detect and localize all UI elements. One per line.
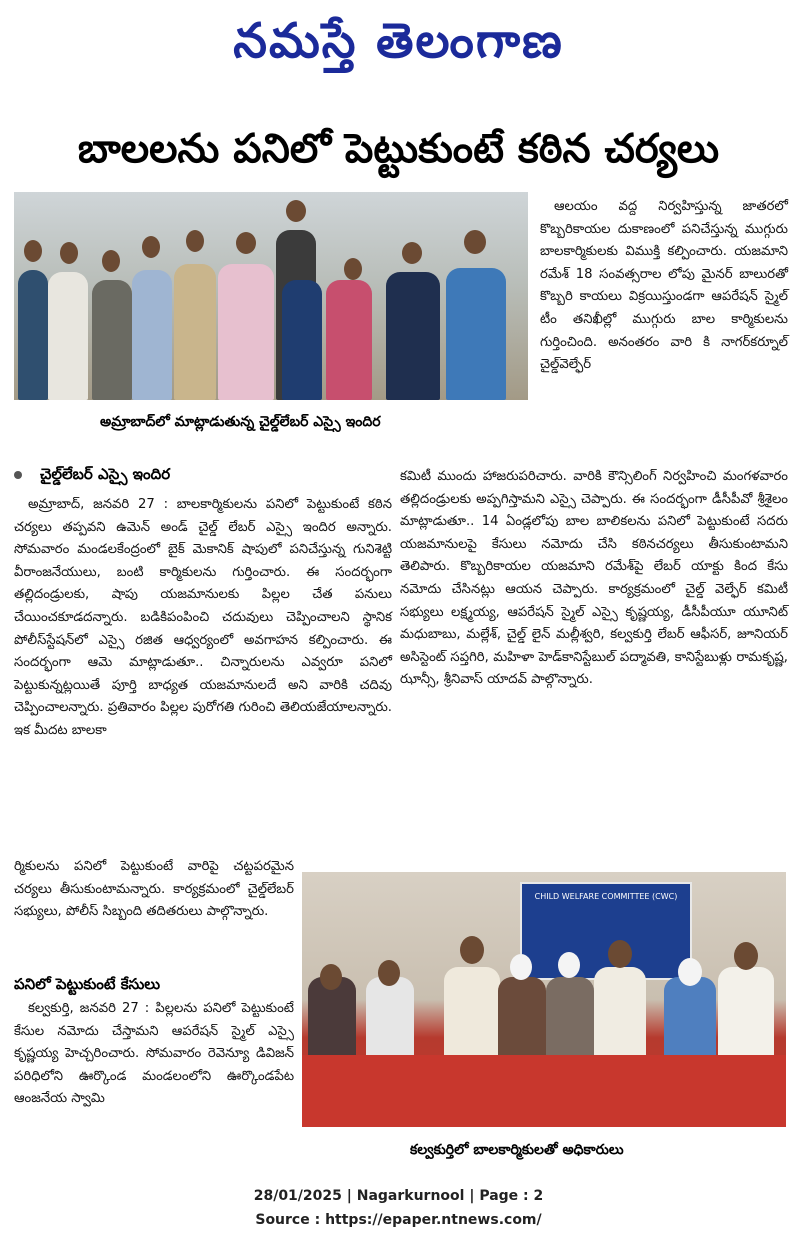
- subhead-cases: పనిలో పెట్టుకుంటే కేసులు: [14, 975, 161, 993]
- red-table: [302, 1055, 786, 1127]
- col-left-text: అమ్రాబాద్, జనవరి 27 : బాలకార్మికులను పనిలో పెట్టుకుంటే కఠిన చర్యలు తప్పవని ఉమెన్ అండ్ చైల్డ్ లేబర్ ఎస్సై ఇందిర అన్నారు. సోమవారం మండలకేంద్రంలో బైక్ మెకానిక్ షాపులో పనిచేస్తున్న గునిశెట్టి వీరాంజనేయులు, బంటి కార్మికులను గుర్తించారు. ఈ సందర్భంగా తల్లిదండ్రులకు, షాపు యజమానులకు పిల్లల చేత పనులు చేయించకూడదన్నారు. బడికిపంపించి చదువులు చెప్పించాలని స్థానిక పోలీస్‌స్టేషన్‌లో ఎస్సై రజిత ఆధ్వర్యంలో అవగాహన కల్పించారు. ఈ సందర్భంగా ఆమె మాట్లాడుతూ.. చిన్నారులను ఎవ్వరూ పనిలో పెట్టుకున్నట్లయితే పూర్తి బాధ్యత యజమానులదే అని వారికి చదివు చెప్పించాలన్నారు. ప్రతివారం పిల్లల పురోగతి గురించి తెలియజేయాలన్నారు. ఇక మీదట బాలకా: [14, 497, 392, 738]
- bullet-icon: [14, 471, 22, 479]
- footer-date-edition: 28/01/2025 | Nagarkurnool | Page : 2: [253, 1188, 544, 1204]
- subhead-childlabour-si: [14, 462, 384, 486]
- photo2-caption: కల్వకుర్తిలో బాలకార్మికులతో అధికారులు: [410, 1142, 624, 1158]
- col-left2-text: ర్మికులను పనిలో పెట్టుకుంటే వారిపై చట్టపరమైన చర్యలు తీసుకుంటామన్నారు. కార్యక్రమంలో చైల్డ్‌లేబర్ సభ్యులు, పోలీస్ సిబ్బంది తదితరులు పాల్గొన్నారు.: [14, 859, 294, 920]
- column-left: [14, 494, 392, 743]
- cwc-banner-text: CHILD WELFARE COMMITTEE (CWC): [534, 892, 678, 901]
- photo-kalwakurthy-officials: [302, 872, 786, 1127]
- photo-amrabad-group: [14, 192, 528, 400]
- footer-source: Source : https://epaper.ntnews.com/: [255, 1212, 542, 1228]
- masthead-title: నమస్తే తెలంగాణ: [233, 13, 564, 69]
- col-right-text: ఆలయం వద్ద నిర్వహిస్తున్న జాతరలో కొబ్బరికాయల దుకాణంలో పనిచేస్తున్న ముగ్గురు బాలకార్మికులకు విముక్తి కల్పించారు. యజమాని రమేశ్ 18 సంవత్సరాల లోపు మైనర్ బాలురతో కొబ్బరి కాయలు విక్రయిస్తుండగా ఆపరేషన్ స్మైల్ టీం తనిఖీల్లో ముగ్గురు బాల కార్మికులను గుర్తించింది. అనంతరం వారి కి నాగర్‌కర్నూల్ చైల్డ్‌వెల్ఫేర్: [540, 199, 788, 373]
- subhead1-text: చైల్డ్‌లేబర్ ఎస్సై ఇందిర: [40, 465, 171, 483]
- column-left-continued: [14, 856, 294, 924]
- col-mid-text: కమిటీ ముందు హాజరుపరిచారు. వారికి కౌన్సిలింగ్ నిర్వహించి మంగళవారం తల్లిదండ్రులకు అప్పగిస్తామని ఎస్సై చెప్పారు. ఈ సందర్భంగా డీసీపీవో శ్రీశైలం మాట్లాడుతూ.. 14 ఏండ్లలోపు బాల బాలికలను పనిలో పెట్టుకుంటే సదరు యజమానులపై కేసులు నమోదు చేసి కఠినచర్యలు తీసుకుంటామని తెలిపారు. కొబ్బరికాయల యజమాని రమేశ్‌పై లేబర్ యాక్టు కింద కేసు నమోదు చేసినట్లు ఆయన చెప్పారు. కార్యక్రమంలో చైల్డ్ వెల్ఫేర్ కమిటీ సభ్యులు లక్ష్మయ్య, ఆపరేషన్ స్మైల్ ఎస్సై కృష్ణయ్య, డీసీపీయూ యూనిట్ మధుబాబు, మల్లేశ్, చైల్డ్ లైన్ మల్లీశ్వరి, కల్వకుర్తి లేబర్ ఆఫీసర్, జూనియర్ అసిస్టెంట్ సప్తగిరి, మహిళా హెడ్‌కానిస్టేబుల్ పద్మావతి, కానిస్టేబుళ్లు రామకృష్ణ, ఝాన్సీ, శ్రీనివాస్ యాదవ్ పాల్గొన్నారు.: [400, 469, 788, 688]
- col-left3-text: కల్వకుర్తి, జనవరి 27 : పిల్లలను పనిలో పెట్టుకుంటే కేసుల నమోదు చేస్తామని ఆపరేషన్ స్మైల్ ఎస్సై కృష్ణయ్య హెచ్చరించారు. సోమవారం రెవెన్యూ డివిజన్ పరిధిలోని ఊర్కొండ మండలంలోని ఊర్కొండపేట ఆంజనేయ స్వామి: [14, 1001, 294, 1107]
- column-right: [540, 196, 788, 377]
- photo1-caption: అమ్రాబాద్‌లో మాట్లాడుతున్న చైల్డ్‌లేబర్ ఎస్సై ఇందిర: [100, 414, 381, 430]
- headline: బాలలను పనిలో పెట్టుకుంటే కఠిన చర్యలు: [77, 126, 720, 172]
- column-left-kalwakurthy: [14, 998, 294, 1111]
- column-middle: [400, 466, 788, 692]
- cwc-banner: [520, 882, 692, 980]
